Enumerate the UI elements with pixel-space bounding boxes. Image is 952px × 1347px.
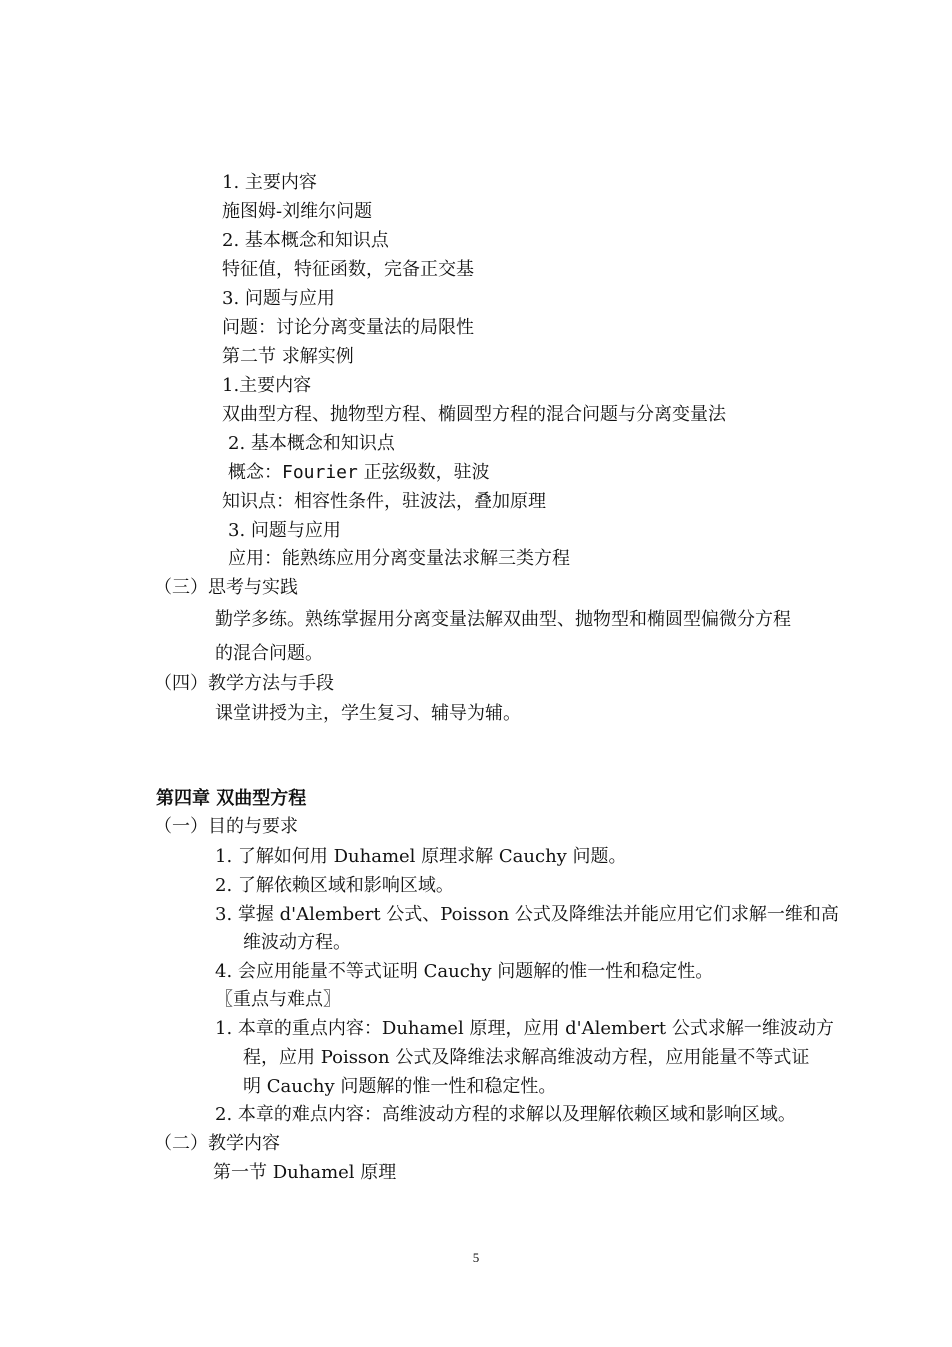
item-text-sturm-liouville: 施图姆-刘维尔问题 — [222, 201, 373, 222]
section-title-duhamel: 第一节 Duhamel 原理 — [213, 1162, 397, 1183]
key-item-1-cont1: 程，应用 Poisson 公式及降维法求解高维波动方程，应用能量不等式证 — [243, 1047, 810, 1068]
think-text-line2: 的混合问题。 — [215, 643, 323, 664]
goal-item-4: 4. 会应用能量不等式证明 Cauchy 问题解的惟一性和稳定性。 — [215, 961, 714, 982]
goal-item-3: 3. 掌握 d'Alembert 公式、Poisson 公式及降维法并能应用它们求解一维和高 — [215, 904, 839, 925]
key-item-2: 2. 本章的难点内容：高维波动方程的求解以及理解依赖区域和影响区域。 — [215, 1104, 796, 1125]
item-number-applications-2: 3. 问题与应用 — [228, 520, 341, 541]
teaching-method-text: 课堂讲授为主，学生复习、辅导为辅。 — [215, 703, 521, 724]
heading-teaching-method: （四）教学方法与手段 — [154, 673, 334, 694]
goal-item-2: 2. 了解依赖区域和影响区域。 — [215, 875, 454, 896]
item-number-concepts: 2. 基本概念和知识点 — [222, 230, 389, 251]
item-text-mixed-problems: 双曲型方程、抛物型方程、椭圆型方程的混合问题与分离变量法 — [222, 404, 726, 425]
heading-teaching-content: （二）教学内容 — [154, 1133, 280, 1154]
heading-goals: （一）目的与要求 — [154, 816, 298, 837]
heading-think-practice: （三）思考与实践 — [154, 577, 298, 598]
section-title-examples: 第二节 求解实例 — [222, 346, 354, 367]
item-number-applications: 3. 问题与应用 — [222, 288, 335, 309]
heading-key-points: 〖重点与难点〗 — [215, 989, 341, 1010]
goal-item-1: 1. 了解如何用 Duhamel 原理求解 Cauchy 问题。 — [215, 846, 627, 867]
key-item-1: 1. 本章的重点内容：Duhamel 原理，应用 d'Alembert 公式求解一维波动方 — [215, 1018, 834, 1039]
item-number-main-content: 1. 主要内容 — [222, 172, 317, 193]
page-number: 5 — [472, 1250, 480, 1265]
item-text-eigen: 特征值，特征函数，完备正交基 — [222, 259, 474, 280]
fourier-word: Fourier — [282, 462, 358, 483]
goal-item-3-cont: 维波动方程。 — [243, 932, 351, 953]
item-number-main-content-2: 1.主要内容 — [222, 375, 312, 396]
item-number-concepts-2: 2. 基本概念和知识点 — [228, 433, 395, 454]
item-text-limitations: 问题：讨论分离变量法的局限性 — [222, 317, 474, 338]
concept-suffix: 正弦级数，驻波 — [357, 462, 490, 483]
concept-prefix: 概念： — [228, 462, 282, 483]
item-text-apply: 应用：能熟练应用分离变量法求解三类方程 — [228, 548, 570, 569]
item-text-fourier — [228, 462, 490, 484]
item-text-knowledge: 知识点：相容性条件，驻波法，叠加原理 — [222, 491, 546, 512]
chapter-title: 第四章 双曲型方程 — [156, 788, 307, 809]
think-text-line1: 勤学多练。熟练掌握用分离变量法解双曲型、抛物型和椭圆型偏微分方程 — [215, 609, 791, 630]
key-item-1-cont2: 明 Cauchy 问题解的惟一性和稳定性。 — [243, 1076, 557, 1097]
